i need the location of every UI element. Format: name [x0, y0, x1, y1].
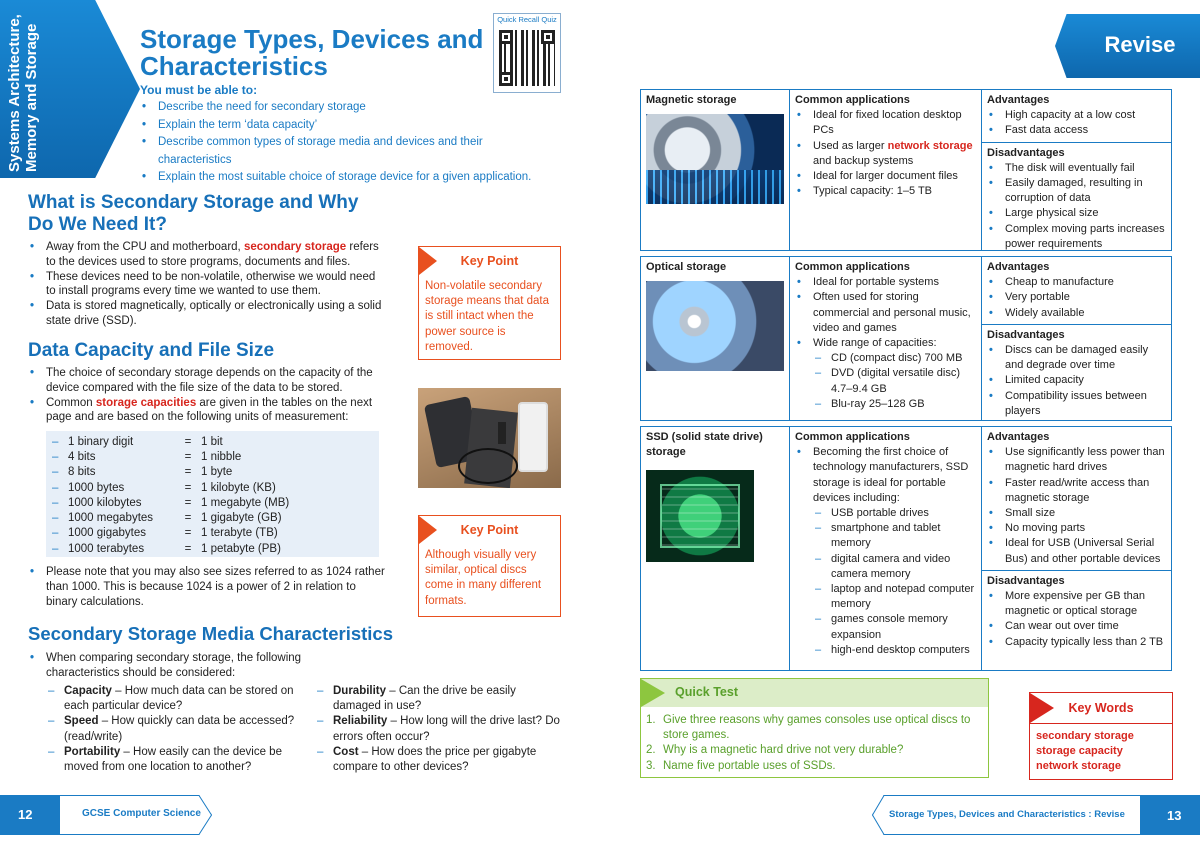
unit-cell: 1 nibble: [201, 450, 242, 463]
device-item: – smartphone and tablet memory: [813, 521, 976, 551]
storage-devices-photo: [418, 388, 561, 488]
unit-cell: –: [52, 512, 59, 525]
quick-test-title: Quick Test: [675, 685, 738, 699]
key-words-list: [1036, 729, 1134, 775]
storage-type: Optical storage: [646, 261, 727, 273]
unit-row: [46, 434, 289, 449]
unit-cell: 1 kilobyte (KB): [201, 481, 276, 494]
unit-cell: =: [184, 496, 192, 509]
disadvantage-item: • Large physical size: [987, 206, 1166, 221]
advantage-item: • Widely available: [987, 306, 1166, 321]
qr-label: Quick Recall Quiz: [497, 15, 557, 24]
unit-cell: –: [52, 435, 59, 448]
key-word: secondary storage: [1036, 730, 1134, 742]
disadvantage-item: • Compatibility issues between players: [987, 389, 1166, 419]
list-item: • The choice of secondary storage depends on the capacity of the device compared with the file size of the data to be stored.: [28, 366, 388, 396]
units-table: [46, 431, 379, 557]
unit-cell: –: [52, 496, 59, 509]
objective-item: • Explain the most suitable choice of storage device for a given application.: [140, 169, 540, 187]
advantages-heading: Advantages: [987, 94, 1050, 106]
key-point-text: Non-volatile secondary storage means that data is still intact when the power source is removed.: [425, 280, 550, 353]
list-item: • Please note that you may also see sizes referred to as 1024 rather than 1000. This is because 1024 is a power of 2 in relation to binary calculations.: [28, 565, 388, 609]
section-heading-media-characteristics: Secondary Storage Media Characteristics: [28, 623, 394, 644]
question-item: 2. Why is a magnetic hard drive not very durable?: [646, 744, 904, 757]
storage-type: SSD (solid state drive) storage: [646, 431, 763, 459]
device-item: – laptop and notepad computer memory: [813, 582, 976, 612]
unit-cell: =: [184, 481, 192, 494]
revise-label: Revise: [1104, 32, 1176, 57]
disadvantage-item: • Can wear out over time: [987, 619, 1166, 634]
unit-cell: 4 bits: [68, 450, 96, 463]
characteristic-item: – Cost – How does the price per gigabyte compare to other devices?: [315, 745, 565, 775]
unit-cell: =: [184, 542, 192, 555]
key-point-title: Key Point: [460, 523, 519, 537]
key-term: network storage: [887, 139, 973, 152]
unit-cell: 1 megabyte (MB): [201, 496, 290, 509]
characteristic-item: – Durability – Can the drive be easily damaged in use?: [315, 684, 565, 714]
hard-drive-photo: [646, 114, 784, 204]
unit-cell: –: [52, 481, 59, 494]
application-item: • Used as larger network storage and backup systems: [795, 139, 976, 169]
advantage-item: • Cheap to manufacture: [987, 275, 1166, 290]
applications-heading: Common applications: [795, 431, 910, 443]
question-item: 1. Give three reasons why games consoles use optical discs to store games.: [646, 714, 971, 742]
secondary-storage-list: [28, 240, 388, 329]
characteristic-item: – Capacity – How much data can be stored on each particular device?: [46, 684, 306, 714]
characteristic-item: – Reliability – How long will the drive last? Do errors often occur?: [315, 714, 565, 744]
advantage-item: • High capacity at a low cost: [987, 108, 1166, 123]
unit-cell: =: [184, 512, 192, 525]
capacity-item: – CD (compact disc) 700 MB: [813, 351, 976, 366]
unit-row: [46, 526, 289, 541]
capacity-item: – Blu-ray 25–128 GB: [813, 397, 976, 412]
objective-item: • Describe common types of storage media and devices and their characteristics: [140, 134, 540, 169]
characteristic-item: – Speed – How quickly can data be accessed? (read/write): [46, 714, 306, 744]
disadvantage-item: • More expensive per GB than magnetic or optical storage: [987, 589, 1166, 619]
book-title: GCSE Computer Science: [82, 808, 201, 819]
advantage-item: • Very portable: [987, 290, 1166, 305]
storage-row-magnetic: [640, 89, 1172, 251]
device-item: – digital camera and video camera memory: [813, 552, 976, 582]
disadvantage-item: • Capacity typically less than 2 TB: [987, 635, 1166, 650]
unit-cell: –: [52, 527, 59, 540]
objectives-list: [140, 99, 540, 187]
footer-chapter-title: Storage Types, Devices and Characteristics : Revise: [889, 809, 1125, 820]
list-item: • Data is stored magnetically, optically or electronically using a solid state drive (SSD).: [28, 299, 388, 329]
unit-row: [46, 465, 289, 480]
advantage-item: • Ideal for USB (Universal Serial Bus) and other portable devices: [987, 536, 1166, 566]
media-intro: [28, 651, 328, 681]
storage-row-ssd: [640, 426, 1172, 671]
disadvantage-item: • Limited capacity: [987, 373, 1166, 388]
section-heading-secondary-storage: What is Secondary Storage and Why Do We Need It?: [28, 192, 359, 235]
unit-cell: 1 byte: [201, 466, 233, 479]
advantage-item: • Small size: [987, 506, 1166, 521]
disadvantage-item: • Easily damaged, resulting in corruption of data: [987, 176, 1166, 206]
question-item: 3. Name five portable uses of SSDs.: [646, 759, 836, 772]
disadvantage-item: • The disk will eventually fail: [987, 161, 1166, 176]
characteristics-left: [46, 684, 306, 775]
section-heading-data-capacity: Data Capacity and File Size: [28, 340, 275, 361]
application-item: • Often used for storing commercial and personal music, video and games: [795, 290, 976, 336]
list-item: • Away from the CPU and motherboard, secondary storage refers to the devices used to store programs, documents and files.: [28, 240, 388, 270]
unit-cell: 8 bits: [68, 466, 96, 479]
list-item: • Common storage capacities are given in the tables on the next page and are based on the following units of measurement:: [28, 396, 388, 426]
advantage-item: • No moving parts: [987, 521, 1166, 536]
capacity-item: – DVD (digital versatile disc) 4.7–9.4 GB: [813, 366, 976, 396]
list-item: • These devices need to be non-volatile, otherwise we would need to install programs every time we wanted to use them.: [28, 270, 388, 300]
unit-cell: =: [184, 435, 192, 448]
characteristic-item: – Portability – How easily can the device be moved from one location to another?: [46, 745, 306, 775]
key-word: network storage: [1036, 760, 1121, 773]
applications-heading: Common applications: [795, 261, 910, 273]
advantage-item: • Use significantly less power than magnetic hard drives: [987, 445, 1166, 475]
application-item: • Wide range of capacities: – CD (compact disc) 700 MB – DVD (digital versatile disc) 4.7–9.4 GB – Blu-ray 25–128 GB: [795, 336, 976, 412]
unit-cell: 1000 terabytes: [68, 542, 145, 555]
application-item: • Typical capacity: 1–5 TB: [795, 184, 976, 199]
unit-cell: =: [184, 466, 192, 479]
objective-item: • Describe the need for secondary storage: [140, 99, 540, 117]
key-point-box: [418, 246, 561, 360]
unit-cell: 1000 bytes: [68, 481, 125, 494]
disadvantages-heading: Disadvantages: [987, 574, 1065, 587]
applications-heading: Common applications: [795, 94, 910, 106]
unit-cell: 1 gigabyte (GB): [201, 512, 282, 525]
unit-cell: =: [184, 527, 192, 540]
application-item: • Becoming the first choice of technology manufacturers, SSD storage is ideal for portable devices including: – USB portable drives – smartphone and tablet memory – digital camera and video camera memory – laptop and notepad computer memory – games console memory expansion – high-end desktop computers: [795, 445, 976, 658]
key-term: storage capacities: [95, 396, 197, 409]
key-word: storage capacity: [1036, 745, 1123, 758]
device-item: – high-end desktop computers: [813, 643, 976, 658]
quick-test-questions: [646, 713, 986, 774]
divider: [1030, 723, 1172, 724]
unit-row: [46, 510, 289, 525]
advantage-item: • Fast data access: [987, 123, 1166, 138]
device-item: – games console memory expansion: [813, 612, 976, 642]
disadvantage-item: • Complex moving parts increases power requirements: [987, 222, 1166, 252]
advantage-item: • Faster read/write access than magnetic storage: [987, 476, 1166, 506]
binary-note: [28, 565, 388, 609]
advantages-heading: Advantages: [987, 261, 1050, 273]
application-item: • Ideal for fixed location desktop PCs: [795, 108, 976, 138]
disadvantages-heading: Disadvantages: [987, 146, 1065, 159]
key-term: secondary storage: [243, 241, 347, 253]
disadvantage-item: • Discs can be damaged easily and degrade over time: [987, 343, 1166, 373]
unit-cell: 1 petabyte (PB): [201, 542, 281, 555]
application-item: • Ideal for larger document files: [795, 169, 976, 184]
storage-row-optical: [640, 256, 1172, 421]
key-words-title: Key Words: [1068, 701, 1134, 715]
unit-cell: –: [52, 542, 59, 555]
device-item: – USB portable drives: [813, 506, 976, 521]
unit-row: [46, 541, 289, 556]
unit-cell: 1000 gigabytes: [68, 527, 147, 540]
unit-cell: 1 binary digit: [68, 435, 134, 448]
ssd-photo: [646, 470, 754, 562]
application-item: • Ideal for portable systems: [795, 275, 976, 290]
page-number: 12: [18, 807, 33, 822]
disadvantages-heading: Disadvantages: [987, 328, 1065, 341]
storage-type: Magnetic storage: [646, 94, 737, 106]
unit-cell: –: [52, 466, 59, 479]
advantages-heading: Advantages: [987, 431, 1050, 443]
unit-cell: 1000 megabytes: [68, 512, 154, 525]
unit-cell: 1 terabyte (TB): [201, 527, 278, 540]
list-item: • When comparing secondary storage, the following characteristics should be considered:: [28, 651, 328, 681]
key-point-box: [418, 515, 561, 617]
unit-cell: –: [52, 450, 59, 463]
page-title: Storage Types, Devices and Characteristics: [140, 24, 484, 81]
unit-row: [46, 480, 289, 495]
optical-disc-photo: [646, 281, 784, 371]
unit-row: [46, 495, 289, 510]
qr-code-icon[interactable]: [499, 30, 555, 86]
unit-cell: =: [184, 450, 192, 463]
page-number: 13: [1167, 808, 1182, 823]
objective-item: • Explain the term ‘data capacity’: [140, 117, 540, 135]
side-tab-label: Systems Architecture, Memory and Storage: [6, 14, 40, 172]
key-point-text: Although visually very similar, optical discs come in many different formats.: [425, 549, 542, 607]
capacity-list: [28, 366, 388, 425]
unit-row: [46, 449, 289, 464]
key-point-title: Key Point: [460, 254, 519, 268]
characteristics-right: [315, 684, 565, 775]
objectives-label: You must be able to:: [140, 83, 258, 97]
unit-cell: 1000 kilobytes: [68, 496, 142, 509]
unit-cell: 1 bit: [201, 435, 223, 448]
